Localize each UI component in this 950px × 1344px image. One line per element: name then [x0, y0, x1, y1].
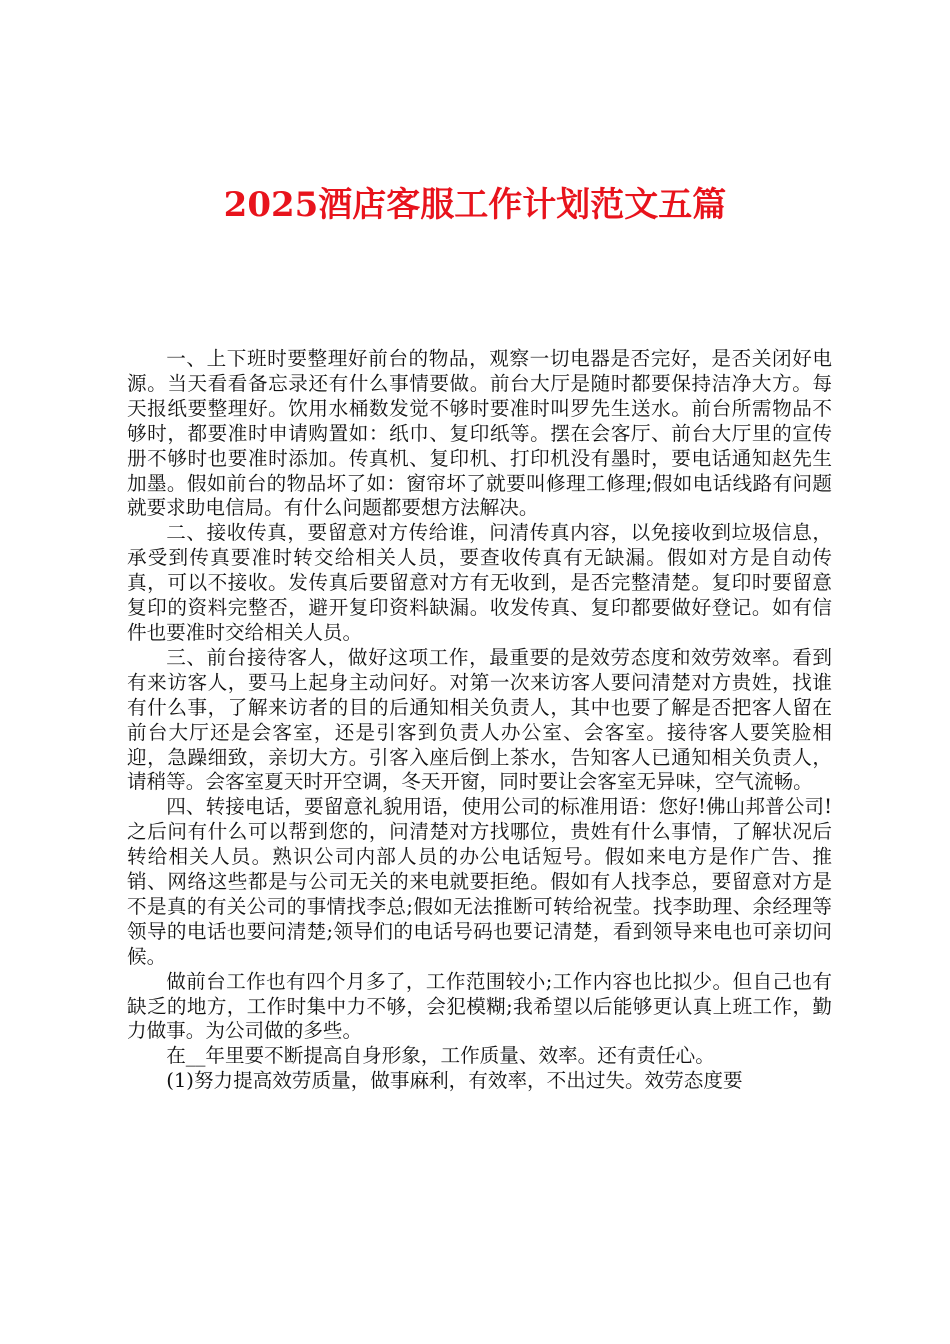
paragraph-5: 做前台工作也有四个月多了，工作范围较小;工作内容也比拟少。但自己也有缺乏的地方，工作时集中力不够，会犯模糊;我希望以后能够更认真上班工作，勤力做事。为公司做的多些。 — [127, 969, 832, 1043]
paragraph-3: 三、前台接待客人，做好这项工作，最重要的是效劳态度和效劳效率。看到有来访客人，要马上起身主动问好。对第一次来访客人要问清楚对方贵姓，找谁有什么事，了解来访者的目的后通知相关负责人，其中也要了解是否把客人留在前台大厅还是会客室，还是引客到负责人办公室、会客室。接待客人要笑脸相迎，急躁细致，亲切大方。引客入座后倒上茶水，告知客人已通知相关负责人，请稍等。会客室夏天时开空调，冬天开窗，同时要让会客室无异味，空气流畅。 — [127, 645, 832, 794]
paragraph-1: 一、上下班时要整理好前台的物品，观察一切电器是否完好，是否关闭好电源。当天看看备忘录还有什么事情要做。前台大厅是随时都要保持洁净大方。每天报纸要整理好。饮用水桶数发觉不够时要准时叫罗先生送水。前台所需物品不够时，都要准时申请购置如：纸巾、复印纸等。摆在会客厅、前台大厅里的宣传册不够时也要准时添加。传真机、复印机、打印机没有墨时，要电话通知赵先生加墨。假如前台的物品坏了如：窗帘坏了就要叫修理工修理;假如电话线路有问题就要求助电信局。有什么问题都要想方法解决。 — [127, 347, 832, 520]
paragraph-2: 二、接收传真，要留意对方传给谁，问清传真内容，以免接收到垃圾信息，承受到传真要准时转交给相关人员，要查收传真有无缺漏。假如对方是自动传真，可以不接收。发传真后要留意对方有无收到，是否完整清楚。复印时要留意复印的资料完整否，避开复印资料缺漏。收发传真、复印都要做好登记。如有信件也要准时交给相关人员。 — [127, 521, 832, 644]
paragraph-7: (1)努力提高效劳质量，做事麻利，有效率，不出过失。效劳态度要 — [166, 1069, 743, 1093]
paragraph-4: 四、转接电话，要留意礼貌用语，使用公司的标准用语：您好!佛山邦普公司!之后问有什么可以帮到您的，问清楚对方找哪位，贵姓有什么事情，了解状况后转给相关人员。熟识公司内部人员的办公电话短号。假如来电方是作广告、推销、网络这些都是与公司无关的来电就要拒绝。假如有人找李总，要留意对方是不是真的有关公司的事情找李总;假如无法推断可转给祝莹。找李助理、余经理等领导的电话也要问清楚;领导们的电话号码也要记清楚，看到领导来电也可亲切问候。 — [127, 795, 832, 968]
paragraph-6: 在__年里要不断提高自身形象，工作质量、效率。还有责任心。 — [166, 1044, 715, 1068]
document-title: 2025酒店客服工作计划范文五篇 — [223, 185, 727, 225]
document-body — [127, 347, 832, 1094]
